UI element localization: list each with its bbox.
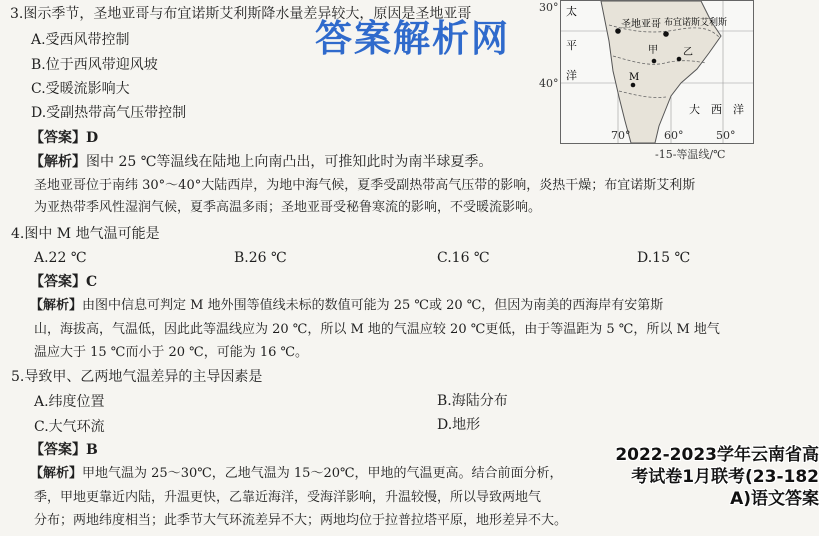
point-yi-label: 乙 [683,47,693,58]
q5-answer: 【答案】B [30,442,98,458]
lon-label-50: 50° [716,129,736,142]
lat-label-40: 40° [539,77,559,90]
point-jia-dot [652,59,657,64]
q3-option-b: B.位于西风带迎风坡 [31,57,158,73]
q4-analysis-line-2: 山，海拔高，气温低，因此此等温线应为 20 ℃，所以 M 地的气温应较 20 ℃更低，由于等温距为 5 ℃，所以 M 地气 [34,322,720,337]
q4-answer: 【答案】C [30,274,98,290]
q3-option-c: C.受暖流影响大 [31,81,130,97]
lat-label-30: 30° [539,1,559,14]
ocean-left-2: 平 [566,39,577,52]
ocean-left-1: 太 [566,5,577,18]
point-yi-dot [677,57,682,62]
ocean-right-3: 洋 [733,103,744,116]
ocean-right-2: 西 [711,103,722,116]
lon-label-60: 60° [664,129,684,142]
q5-analysis-text-1: 甲地气温为 25～30℃，乙地气温为 15～20℃，甲地的气温更高。结合前面分析， [82,466,563,481]
overlay-title [578,444,819,536]
q3-analysis-line-1 [30,153,492,171]
temperature-map [539,0,754,144]
q5-analysis-tag: 【解析】 [30,466,83,481]
q4-analysis-text-1: 由图中信息可判定 M 地外围等值线未标的数值可能为 25 ℃或 20 ℃，但因为南美的西海岸有安第斯 [82,298,664,313]
q4-analysis-line-1 [30,297,663,315]
point-jia-label: 甲 [648,45,658,56]
overlay-line-2: 考试卷1月联考(23-182 [631,467,819,487]
q5-analysis-line-2: 季，甲地更靠近内陆，升温更快，乙靠近海洋，受海洋影响，升温较慢，所以导致两地气 [34,490,542,505]
q5-option-a: A.纬度位置 [34,394,105,410]
point-m-dot [631,83,636,88]
q4-option-a: A.22 ℃ [34,250,87,266]
q3-analysis-text-1: 图中 25 ℃等温线在陆地上向南凸出，可推知此时为南半球夏季。 [86,154,493,170]
q4-option-d: D.15 ℃ [637,250,691,266]
q4-stem: 4.图中 M 地气温可能是 [11,226,160,242]
lon-label-70: 70° [611,129,631,142]
q5-stem: 5.导致甲、乙两地气温差异的主导因素是 [11,369,263,385]
ocean-right-1: 大 [689,103,700,116]
ocean-left-3: 洋 [566,69,577,82]
q4-option-b: B.26 ℃ [234,250,287,266]
q4-option-c: C.16 ℃ [437,250,490,266]
q4-analysis-line-3: 温应大于 15 ℃而小于 20 ℃，可能为 16 ℃。 [34,345,309,360]
q3-analysis-tag: 【解析】 [30,154,86,170]
q3-stem: 3.图示季节，圣地亚哥与布宜诺斯艾利斯降水量差异较大，原因是圣地亚哥 [10,6,472,22]
city-buenos-aires: 布宜诺斯艾利斯 [664,18,728,28]
buenos-aires-dot [663,31,669,37]
point-m-label: M [629,72,640,83]
q3-answer: 【答案】D [30,130,99,146]
overlay-line-1: 2022-2023学年云南省高 [615,445,819,465]
site-watermark: 答案解析网 [315,17,510,60]
q5-option-d: D.地形 [437,417,481,433]
q5-option-c: C.大气环流 [34,419,105,435]
q3-analysis-line-3: 为亚热带季风性湿润气候，夏季高温多雨；圣地亚哥受秘鲁寒流的影响，不受暖流影响。 [34,200,542,215]
map-legend: -15-等温线/℃ [655,148,726,161]
q3-option-a: A.受西风带控制 [31,32,130,48]
q4-analysis-tag: 【解析】 [30,298,83,313]
q5-analysis-line-3: 分布；两地纬度相当；此季节大气环流差异不大；两地均位于拉普拉塔平原，地形差异不大。 [34,513,568,528]
map-svg [561,1,753,143]
q5-option-b: B.海陆分布 [437,393,508,409]
q3-analysis-line-2: 圣地亚哥位于南纬 30°～40°大陆西岸，为地中海气候，夏季受副热带高气压带的影响，炎热干燥；布宜诺斯艾利斯 [34,178,696,193]
city-santiago: 圣地亚哥 [621,19,661,30]
overlay-line-3: A)语文答案 [730,489,819,509]
q3-option-d: D.受副热带高气压带控制 [31,105,187,121]
q5-analysis-line-1 [30,465,563,483]
santiago-dot [615,28,621,34]
